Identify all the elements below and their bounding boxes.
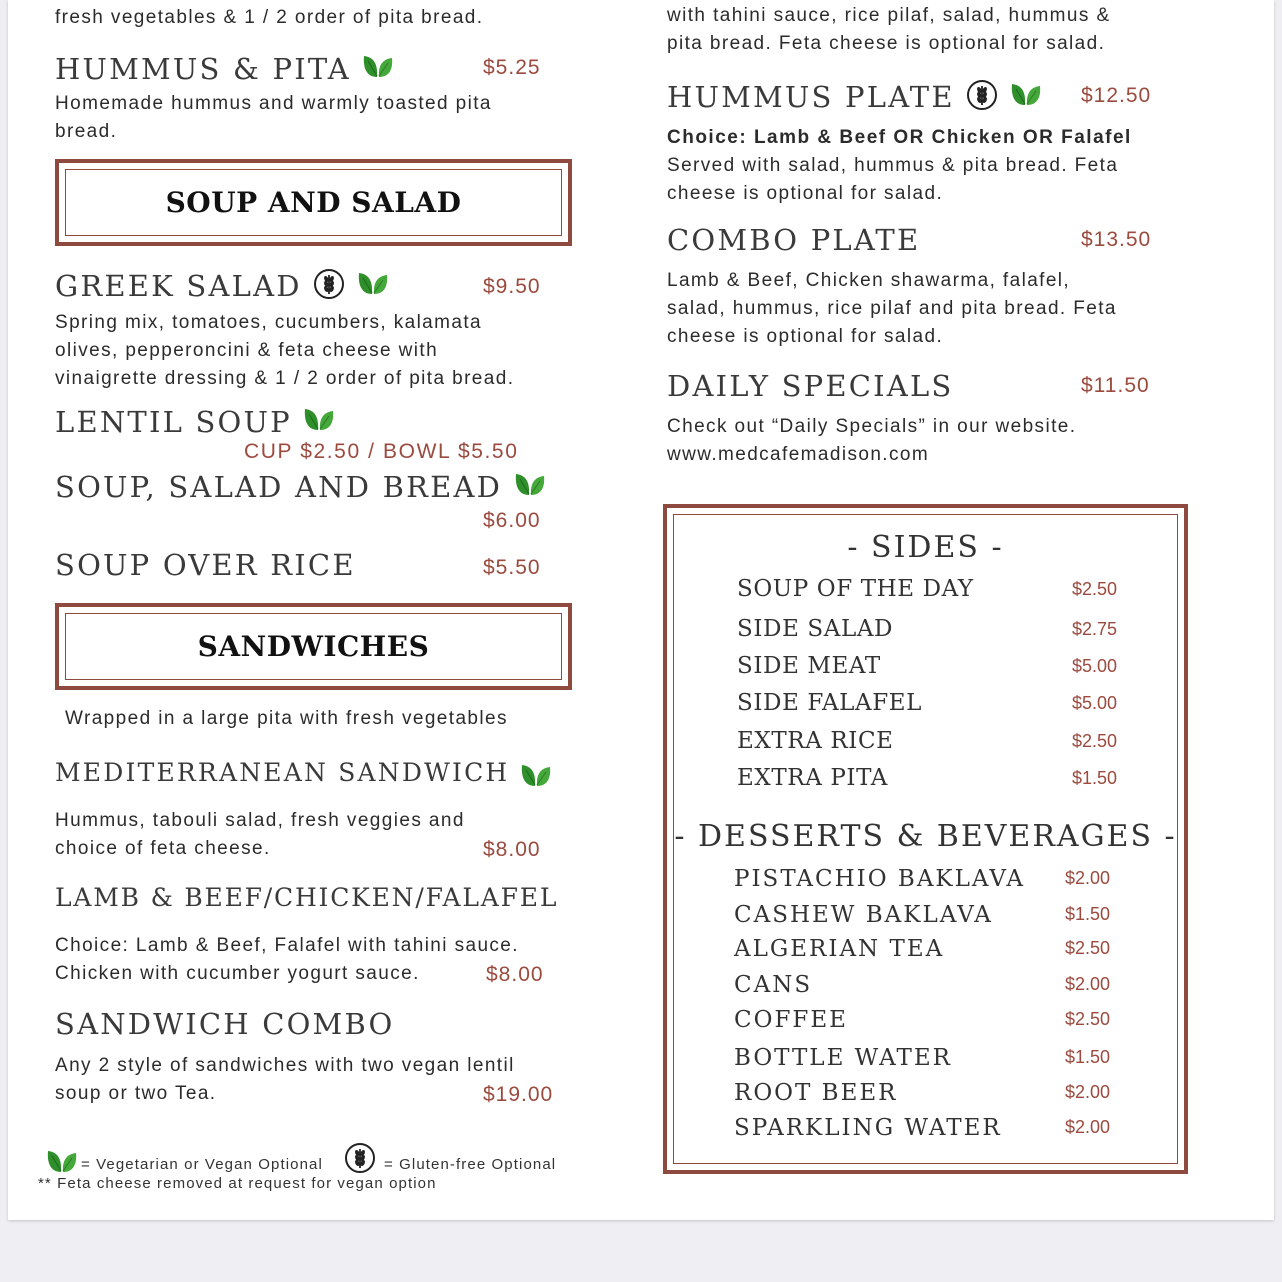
hummus-plate-desc-1: Served with salad, hummus & pita bread. Feta [667, 155, 1119, 176]
hummus-plate-choice: Choice: Lamb & Beef OR Chicken OR Falafel [667, 127, 1132, 148]
lbcf-desc-2: Chicken with cucumber yogurt sauce. [55, 963, 420, 984]
soup-salad-bread-price: $6.00 [483, 509, 541, 532]
side-item-name: EXTRA PITA [737, 765, 888, 791]
greek-salad-desc-3: vinaigrette dressing & 1 / 2 order of pita bread. [55, 368, 515, 389]
lentil-soup-title [55, 405, 335, 439]
daily-specials-price: $11.50 [1081, 374, 1150, 397]
lbcf-name: LAMB & BEEF/CHICKEN/FALAFEL [55, 883, 559, 912]
lentil-soup-name: LENTIL SOUP [55, 405, 292, 439]
med-sandwich-leaf [520, 762, 552, 792]
dessert-item-price: $1.50 [1065, 1047, 1111, 1067]
hummus-pita-desc-1: Homemade hummus and warmly toasted pita [55, 93, 492, 114]
med-sandwich-price: $8.00 [483, 838, 541, 861]
hummus-plate-desc-2: cheese is optional for salad. [667, 183, 944, 204]
greek-salad-desc-2: olives, pepperoncini & feta cheese with [55, 340, 439, 361]
leaf-icon [362, 52, 394, 78]
med-sandwich-name: MEDITERRANEAN SANDWICH [55, 758, 510, 787]
soup-salad-header-box [55, 159, 572, 246]
desserts-header: - DESSERTS & BEVERAGES - [674, 819, 1177, 854]
menu-page [8, 0, 1274, 1220]
sides-header: - SIDES - [847, 530, 1004, 565]
side-item-price: $5.00 [1072, 656, 1118, 676]
sandwich-combo-desc-2: soup or two Tea. [55, 1083, 217, 1104]
dessert-item-price: $2.50 [1065, 938, 1111, 958]
dessert-item-name: ROOT BEER [734, 1080, 898, 1106]
sandwiches-header-box [55, 603, 572, 690]
med-sandwich-desc-2: choice of feta cheese. [55, 838, 271, 859]
daily-specials-website: www.medcafemadison.com [667, 444, 930, 465]
side-item-price: $2.75 [1072, 619, 1118, 639]
combo-plate-price: $13.50 [1081, 228, 1152, 251]
legend-note: ** Feta cheese removed at request for vegan option [38, 1175, 437, 1192]
sandwich-combo-desc-1: Any 2 style of sandwiches with two vegan lentil [55, 1055, 515, 1076]
combo-plate-name: COMBO PLATE [667, 223, 921, 257]
top-right-desc-2: pita bread. Feta cheese is optional for salad. [667, 33, 1106, 54]
legend-veg-text: = Vegetarian or Vegan Optional [81, 1156, 323, 1173]
combo-plate-desc-2: salad, hummus, rice pilaf and pita bread. Feta [667, 298, 1117, 319]
dessert-item-price: $2.00 [1065, 1117, 1111, 1137]
sandwiches-header: SANDWICHES [197, 630, 430, 663]
dessert-item-price: $1.50 [1065, 904, 1111, 924]
greek-salad-desc-1: Spring mix, tomatoes, cucumbers, kalamata [55, 312, 482, 333]
legend-leaf [46, 1148, 78, 1178]
leaf-icon [1010, 80, 1042, 106]
soup-over-rice-price: $5.50 [483, 556, 541, 579]
legend-gf-text: = Gluten-free Optional [384, 1156, 557, 1173]
hummus-pita-title [55, 52, 394, 86]
dessert-item-price: $2.50 [1065, 1009, 1111, 1029]
legend-gf [344, 1142, 376, 1178]
hummus-plate-name: HUMMUS PLATE [667, 80, 955, 114]
combo-plate-desc-1: Lamb & Beef, Chicken shawarma, falafel, [667, 270, 1071, 291]
side-item-price: $1.50 [1072, 768, 1118, 788]
daily-specials-name: DAILY SPECIALS [667, 369, 954, 403]
dessert-item-name: COFFEE [734, 1007, 848, 1033]
side-item-name: SOUP OF THE DAY [737, 576, 974, 602]
dessert-item-price: $2.00 [1065, 1082, 1111, 1102]
leaf-icon [46, 1148, 78, 1174]
dessert-item-name: PISTACHIO BAKLAVA [734, 866, 1026, 892]
side-item-price: $2.50 [1072, 731, 1118, 751]
wheat-circle-icon [313, 268, 345, 300]
lbcf-price: $8.00 [486, 963, 544, 986]
hummus-plate-price: $12.50 [1081, 84, 1152, 107]
side-item-name: SIDE FALAFEL [737, 690, 923, 716]
med-sandwich-desc-1: Hummus, tabouli salad, fresh veggies and [55, 810, 465, 831]
dessert-item-price: $2.00 [1065, 974, 1111, 994]
daily-specials-desc-1: Check out “Daily Specials” in our website. [667, 416, 1077, 437]
greek-salad-name: GREEK SALAD [55, 269, 302, 303]
greek-salad-title [55, 268, 389, 303]
leaf-icon [520, 762, 552, 788]
soup-salad-header: SOUP AND SALAD [165, 186, 462, 219]
side-item-price: $2.50 [1072, 579, 1118, 599]
side-item-name: EXTRA RICE [737, 728, 894, 754]
lentil-soup-price: CUP $2.50 / BOWL $5.50 [244, 440, 519, 463]
combo-plate-desc-3: cheese is optional for salad. [667, 326, 944, 347]
dessert-item-name: ALGERIAN TEA [734, 936, 945, 962]
lbcf-desc-1: Choice: Lamb & Beef, Falafel with tahini sauce. [55, 935, 519, 956]
hummus-plate-title [667, 79, 1042, 114]
soup-salad-bread-title [55, 470, 546, 504]
dessert-item-name: CASHEW BAKLAVA [734, 902, 993, 928]
top-left-description: fresh vegetables & 1 / 2 order of pita bread. [55, 7, 484, 28]
leaf-icon [303, 405, 335, 431]
soup-over-rice-name: SOUP OVER RICE [55, 548, 356, 582]
side-item-name: SIDE SALAD [737, 616, 894, 642]
greek-salad-price: $9.50 [483, 275, 541, 298]
side-item-price: $5.00 [1072, 693, 1118, 713]
wheat-circle-icon [344, 1142, 376, 1174]
dessert-item-price: $2.00 [1065, 868, 1111, 888]
dessert-item-name: BOTTLE WATER [734, 1045, 952, 1071]
dessert-item-name: CANS [734, 972, 813, 998]
soup-salad-bread-name: SOUP, SALAD AND BREAD [55, 470, 503, 504]
leaf-icon [357, 269, 389, 295]
hummus-pita-price: $5.25 [483, 56, 541, 79]
top-right-desc-1: with tahini sauce, rice pilaf, salad, hummus & [667, 5, 1111, 26]
side-item-name: SIDE MEAT [737, 653, 881, 679]
hummus-pita-desc-2: bread. [55, 121, 118, 142]
sandwiches-note: Wrapped in a large pita with fresh vegetables [65, 708, 508, 729]
wheat-circle-icon [966, 79, 998, 111]
dessert-item-name: SPARKLING WATER [734, 1115, 1002, 1141]
sandwich-combo-name: SANDWICH COMBO [55, 1007, 395, 1041]
hummus-pita-name: HUMMUS & PITA [55, 52, 351, 86]
sandwich-combo-price: $19.00 [483, 1083, 554, 1106]
leaf-icon [514, 470, 546, 496]
